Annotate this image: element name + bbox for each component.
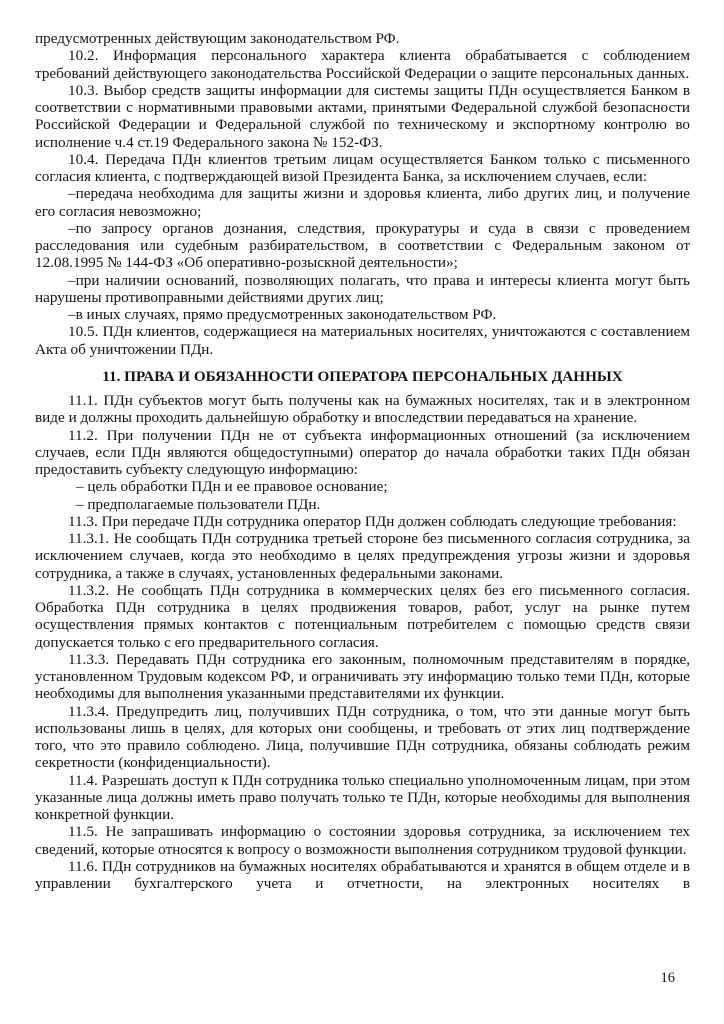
- clause-10-3: 10.3. Выбор средств защиты информации для системы защиты ПДн осуществляется Банком в соответствии с нормативными правовыми актами, принятыми Федеральной службой безопасности Российской Федерации и Федеральной службой по техническому и экспортному контролю во исполнение ч.4 ст.19 Федерального закона № 152-ФЗ.: [35, 81, 690, 151]
- clause-11-1: 11.1. ПДн субъектов могут быть получены как на бумажных носителях, так и в электронном виде и должны проходить дальнейшую обработку и впоследствии передаваться на хранение.: [35, 392, 690, 427]
- paragraph-10-1-continuation: предусмотренных действующим законодательством РФ.: [35, 30, 400, 47]
- clause-11-3: 11.3. При передаче ПДн сотрудника оператор ПДн должен соблюдать следующие требования:: [68, 512, 677, 530]
- bullet-10-4-1: –передача необходима для защиты жизни и здоровья клиента, либо других лиц, и получение его согласия невозможно;: [35, 185, 690, 220]
- clause-11-3-2: 11.3.2. Не сообщать ПДн сотрудника в коммерческих целях без его письменного согласия. Обработка ПДн сотрудника в целях продвижения товаров, работ, услуг на рынке путем осуществления прямых контактов с потенциальным потребителем с помощью средств связи допускается только с его предварительного согласия.: [35, 581, 690, 651]
- bullet-10-4-4: –в иных случаях, прямо предусмотренных законодательством РФ.: [68, 306, 497, 323]
- clause-10-4: 10.4. Передача ПДн клиентов третьим лицам осуществляется Банком только с письменного согласия клиента, с подтверждающей визой Президента Банка, за исключением случаев, если:: [35, 150, 690, 185]
- clause-11-3-3: 11.3.3. Передавать ПДн сотрудника его законным, полномочным представителям в порядке, установленном Трудовым кодексом РФ, и ограничивать эту информацию только теми ПДн, которые необходимы для выполнения указанными представителями их функции.: [35, 650, 690, 703]
- clause-11-4: 11.4. Разрешать доступ к ПДн сотрудника только специально уполномоченным лицам, при этом указанные лица должны иметь право получать только те ПДн, которые необходимы для выполнения конкретной функции.: [35, 771, 690, 823]
- clause-11-5: 11.5. Не запрашивать информацию о состоянии здоровья сотрудника, за исключением тех сведений, которые относятся к вопросу о возможности выполнения сотрудником трудовой функции.: [35, 823, 690, 858]
- section-11-heading: 11. ПРАВА И ОБЯЗАННОСТИ ОПЕРАТОРА ПЕРСОНАЛЬНЫХ ДАННЫХ: [102, 367, 623, 385]
- clause-11-3-1: 11.3.1. Не сообщать ПДн сотрудника третьей стороне без письменного согласия сотрудника, за исключением случаев, когда это необходимо в целях предупреждения угрозы жизни и здоровья сотрудника, а также в случаях, установленных федеральными законами.: [35, 530, 690, 582]
- clause-11-2: 11.2. При получении ПДн не от субъекта информационных отношений (за исключением случаев, если ПДн являются общедоступными) оператор до начала обработки таких ПДн обязан предоставить субъекту следующую информацию:: [35, 426, 690, 478]
- clause-10-2: 10.2. Информация персонального характера клиента обрабатывается с соблюдением требований действующего законодательства Российской Федерации о защите персональных данных.: [35, 47, 690, 82]
- clause-11-3-4: 11.3.4. Предупредить лиц, получивших ПДн сотрудника, о том, что эти данные могут быть использованы лишь в целях, для которых они сообщены, и требовать от этих лиц подтверждение того, что это правило соблюдено. Лица, получившие ПДн сотрудника, обязаны соблюдать режим секретности (конфиденциальности).: [35, 702, 690, 772]
- bullet-10-4-3: –при наличии оснований, позволяющих полагать, что права и интересы клиента могут быть нарушены противоправными действиями других лиц;: [35, 271, 690, 306]
- bullet-11-2-1: – цель обработки ПДн и ее правовое основание;: [76, 478, 388, 496]
- bullet-10-4-2: –по запросу органов дознания, следствия, прокуратуры и суда в связи с проведением расследования или судебным разбирательством, в соответствии с Федеральным законом от 12.08.1995 № 144-ФЗ «Об оперативно-розыскной деятельности»;: [35, 219, 690, 272]
- clause-11-6: 11.6. ПДн сотрудников на бумажных носителях обрабатываются и хранятся в общем отделе и в управлении бухгалтерского учета и отчетности, на электронных носителях в: [35, 857, 690, 892]
- bullet-11-2-2: – предполагаемые пользователи ПДн.: [76, 495, 321, 513]
- clause-10-5: 10.5. ПДн клиентов, содержащиеся на материальных носителях, уничтожаются с составлением Акта об уничтожении ПДн.: [35, 323, 690, 358]
- page-number: 16: [660, 970, 675, 986]
